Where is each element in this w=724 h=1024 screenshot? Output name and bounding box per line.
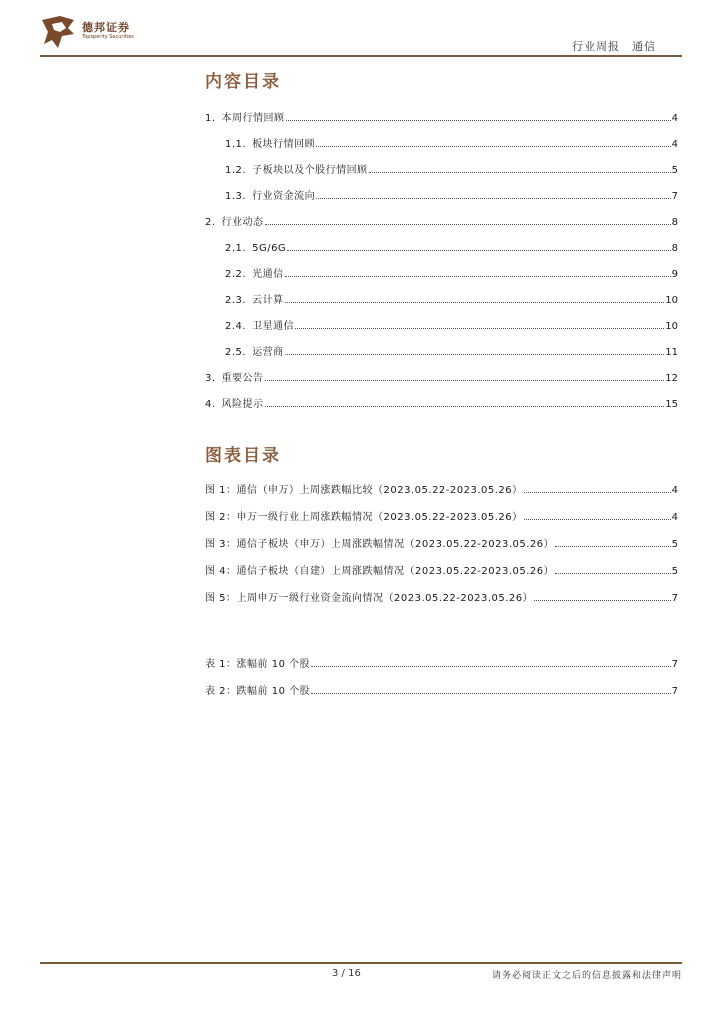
toc-entry[interactable] [225, 238, 678, 254]
toc-entry-number: 1.2. [225, 165, 247, 176]
dot-leader [369, 171, 671, 173]
toc-entry-page: 10 [665, 321, 678, 332]
toc-entry-page: 15 [665, 399, 678, 410]
toc-entry-number: 2. [205, 217, 216, 228]
toc-entry-page: 10 [665, 295, 678, 306]
table-entry-page: 7 [671, 686, 678, 697]
figure-entry-page: 4 [671, 485, 678, 496]
figure-entry-label: 图 5：上周申万一级行业资金流向情况（2023.05.22-2023.05.26） [205, 593, 534, 604]
figure-entry-label: 图 2：申万一级行业上周涨跌幅情况（2023.05.22-2023.05.26） [205, 512, 523, 523]
brand-name: 德邦证券 [82, 21, 130, 34]
table-entry-label: 表 1：涨幅前 10 个股 [205, 659, 311, 670]
dot-leader [311, 692, 671, 694]
toc-entry-label: 风险提示 [221, 399, 264, 410]
legal-notice: 请务必阅读正文之后的信息披露和法律声明 [491, 971, 682, 981]
toc-entry-number: 2.3. [225, 295, 247, 306]
figure-entry[interactable] [205, 561, 678, 577]
figure-entry[interactable] [205, 507, 678, 523]
figure-entry-page: 7 [671, 593, 678, 604]
dot-leader [555, 572, 670, 574]
toc-entry[interactable] [225, 316, 678, 332]
dot-leader [311, 665, 671, 667]
figure-entry-page: 5 [671, 539, 678, 550]
figure-entry-page: 5 [671, 566, 678, 577]
toc-entry[interactable] [205, 212, 678, 228]
toc-entry-label: 运营商 [252, 347, 284, 358]
dot-leader [524, 518, 671, 520]
dot-leader [286, 119, 671, 121]
toc-entry-label: 板块行情回顾 [252, 139, 316, 150]
figure-entry[interactable] [205, 588, 678, 604]
toc-entry-label: 卫星通信 [252, 321, 295, 332]
report-category: 行业周报 通信 [572, 40, 656, 53]
contents-title: 内容目录 [205, 72, 281, 92]
table-entry[interactable] [205, 681, 678, 697]
toc-entry-number: 2.4. [225, 321, 247, 332]
toc-entry[interactable] [225, 160, 678, 176]
dot-leader [316, 145, 671, 147]
toc-entry-page: 5 [671, 165, 678, 176]
figure-entry[interactable] [205, 480, 678, 496]
toc-entry[interactable] [225, 134, 678, 150]
toc-entry-number: 2.1. [225, 243, 247, 254]
dot-leader [316, 197, 671, 199]
toc-entry-page: 12 [665, 373, 678, 384]
figure-entry[interactable] [205, 534, 678, 550]
figure-entry-label: 图 1：通信（申万）上周涨跌幅比较（2023.05.22-2023.05.26） [205, 485, 523, 496]
toc-entry-label: 子板块以及个股行情回顾 [252, 165, 368, 176]
page-header [40, 14, 682, 56]
toc-entry-number: 3. [205, 373, 216, 384]
toc-entry-number: 2.5. [225, 347, 247, 358]
toc-entry-page: 4 [671, 113, 678, 124]
toc-entry-number: 2.2. [225, 269, 247, 280]
dot-leader [534, 599, 670, 601]
toc-entry-page: 11 [665, 347, 678, 358]
toc-entry-number: 1.1. [225, 139, 247, 150]
header-divider [40, 55, 682, 57]
toc-entry-page: 4 [671, 139, 678, 150]
dot-leader [287, 249, 670, 251]
toc-entry-label: 光通信 [252, 269, 284, 280]
figure-entry-label: 图 4：通信子板块（自建）上周涨跌幅情况（2023.05.22-2023.05.26） [205, 566, 555, 577]
dot-leader [265, 223, 671, 225]
toc-entry-number: 4. [205, 399, 216, 410]
toc-entry-page: 8 [671, 243, 678, 254]
figures-title: 图表目录 [205, 446, 281, 466]
toc-entry-label: 行业动态 [221, 217, 264, 228]
dot-leader [524, 491, 671, 493]
toc-entry-label: 5G/6G [252, 243, 287, 254]
dot-leader [285, 353, 665, 355]
toc-entry-page: 7 [671, 191, 678, 202]
toc-entry-label: 行业资金流向 [252, 191, 316, 202]
dot-leader [265, 405, 665, 407]
toc-entry[interactable] [205, 368, 678, 384]
toc-entry-label: 重要公告 [221, 373, 264, 384]
toc-entry-page: 9 [671, 269, 678, 280]
table-entry-label: 表 2：跌幅前 10 个股 [205, 686, 311, 697]
toc-entry[interactable] [225, 290, 678, 306]
toc-entry-number: 1.3. [225, 191, 247, 202]
dot-leader [295, 327, 664, 329]
brand-english-name: Topsperity Securities [82, 34, 134, 40]
brand-logo-icon [40, 14, 76, 50]
toc-entry-page: 8 [671, 217, 678, 228]
footer-divider [40, 962, 682, 964]
figure-entry-page: 4 [671, 512, 678, 523]
dot-leader [265, 379, 665, 381]
toc-entry-label: 云计算 [252, 295, 284, 306]
dot-leader [555, 545, 670, 547]
toc-entry[interactable] [225, 342, 678, 358]
dot-leader [285, 275, 671, 277]
table-entry-page: 7 [671, 659, 678, 670]
toc-entry[interactable] [225, 186, 678, 202]
toc-entry-label: 本周行情回顾 [221, 113, 285, 124]
toc-entry[interactable] [205, 394, 678, 410]
figure-entry-label: 图 3：通信子板块（申万）上周涨跌幅情况（2023.05.22-2023.05.26） [205, 539, 555, 550]
dot-leader [285, 301, 665, 303]
toc-entry-number: 1. [205, 113, 216, 124]
toc-entry[interactable] [205, 108, 678, 124]
table-entry[interactable] [205, 654, 678, 670]
page-number: 3 / 16 [332, 968, 361, 979]
toc-entry[interactable] [225, 264, 678, 280]
